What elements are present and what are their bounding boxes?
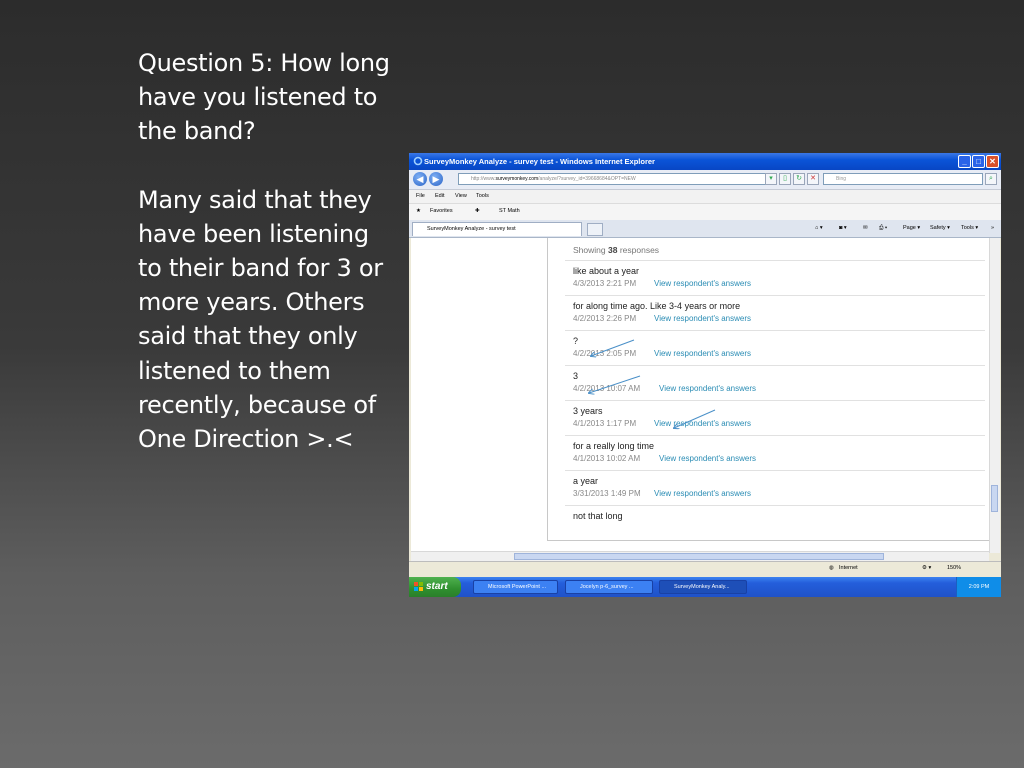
windows-logo-icon xyxy=(414,582,423,591)
view-answers-link[interactable]: View respondent's answers xyxy=(654,279,751,288)
dropdown-icon[interactable]: ▾ xyxy=(765,173,777,185)
print-icon[interactable]: ⎙ ▾ xyxy=(879,225,888,231)
search-icon[interactable]: ⌕ xyxy=(985,173,997,185)
response-date: 4/1/2013 10:02 AM xyxy=(573,454,641,463)
taskbar xyxy=(409,577,1001,597)
star-icon: ★ xyxy=(416,208,421,214)
favorites-button[interactable]: Favorites xyxy=(430,208,453,214)
response-answer: not that long xyxy=(573,511,623,521)
url-field[interactable] xyxy=(458,173,776,185)
menu-bar xyxy=(409,190,1001,203)
response-date: 4/2/2013 10:07 AM xyxy=(573,384,641,393)
url-prefix: http://www. xyxy=(471,176,496,182)
back-button[interactable]: ◀ xyxy=(413,172,427,186)
taskbar-document[interactable]: Jocelyn p-6_survey ... xyxy=(565,580,653,594)
browser-screenshot xyxy=(409,153,1001,597)
fav-link-st-math[interactable]: ST Math xyxy=(499,208,520,214)
responses-label: responses xyxy=(619,245,660,255)
view-answers-link[interactable]: View respondent's answers xyxy=(659,454,756,463)
url-suffix: /analyze/?survey_id=39668684&OPT=NEW xyxy=(538,176,636,182)
favorites-bar xyxy=(409,203,1001,221)
scroll-thumb[interactable] xyxy=(991,485,998,512)
view-answers-link[interactable]: View respondent's answers xyxy=(654,349,751,358)
response-answer: 3 years xyxy=(573,406,603,416)
maximize-button[interactable]: □ xyxy=(972,155,985,168)
response-date: 4/2/2013 2:26 PM xyxy=(573,314,637,323)
response-answer: like about a year xyxy=(573,266,640,276)
feeds-icon[interactable]: ◙ ▾ xyxy=(839,225,847,231)
menu-view[interactable]: View xyxy=(455,193,467,199)
status-zone: Internet xyxy=(839,565,858,571)
start-label: start xyxy=(426,581,448,592)
minimize-button[interactable]: _ xyxy=(958,155,971,168)
response-date: 4/1/2013 1:17 PM xyxy=(573,419,637,428)
stop-icon[interactable]: ✕ xyxy=(807,173,819,185)
window-title: SurveyMonkey Analyze - survey test - Windows Internet Explorer xyxy=(424,157,655,166)
tab-bar xyxy=(409,220,1001,238)
view-answers-link[interactable]: View respondent's answers xyxy=(659,384,756,393)
status-bar xyxy=(409,561,1001,576)
menu-file[interactable]: File xyxy=(416,193,425,199)
search-input[interactable]: Bing xyxy=(823,173,983,185)
mail-icon[interactable]: ✉ xyxy=(863,225,868,231)
page-content xyxy=(411,238,989,553)
view-answers-link[interactable]: View respondent's answers xyxy=(654,314,751,323)
annotation-arrows xyxy=(548,238,990,540)
zoom-level[interactable]: 150% xyxy=(947,565,962,571)
hscroll-thumb[interactable] xyxy=(514,553,884,560)
clock: 2:09 PM xyxy=(956,577,1001,597)
view-answers-link[interactable]: View respondent's answers xyxy=(654,419,751,428)
close-button[interactable]: ✕ xyxy=(986,155,999,168)
response-date: 4/3/2013 2:21 PM xyxy=(573,279,637,288)
safety-menu[interactable]: Safety ▾ xyxy=(930,225,950,231)
showing-label: Showing xyxy=(573,245,606,255)
internet-explorer-icon xyxy=(413,156,423,166)
refresh-icon[interactable]: ↻ xyxy=(793,173,805,185)
response-answer: for along time ago. Like 3-4 years or more xyxy=(573,301,741,311)
response-answer: ? xyxy=(573,336,579,346)
add-favorite-icon[interactable]: ✚ xyxy=(475,208,480,214)
new-tab-button[interactable] xyxy=(587,223,603,236)
response-date: 4/2/2013 2:05 PM xyxy=(573,349,637,358)
address-bar xyxy=(409,170,1001,190)
arrow-1 xyxy=(591,340,634,356)
tab-surveymonkey[interactable]: SurveyMonkey Analyze - survey test xyxy=(412,222,582,236)
compatibility-icon[interactable]: ▯ xyxy=(779,173,791,185)
taskbar-powerpoint[interactable]: Microsoft PowerPoint ... xyxy=(473,580,558,594)
response-total: 38 xyxy=(607,245,618,255)
arrow-3 xyxy=(674,410,715,428)
response-answer: 3 xyxy=(573,371,579,381)
view-answers-link[interactable]: View respondent's answers xyxy=(654,489,751,498)
menu-edit[interactable]: Edit xyxy=(435,193,445,199)
arrow-2 xyxy=(589,376,640,393)
taskbar-ie[interactable]: SurveyMonkey Analy... xyxy=(659,580,747,594)
home-icon[interactable]: ⌂ ▾ xyxy=(815,225,823,231)
chevron-right-icon[interactable]: » xyxy=(991,225,995,231)
response-answer: a year xyxy=(573,476,599,486)
responses-panel xyxy=(547,238,990,541)
url-domain: surveymonkey.com xyxy=(495,176,539,182)
globe-icon: ◍ xyxy=(829,565,834,571)
menu-tools[interactable]: Tools xyxy=(476,193,489,199)
question-text: Question 5: How long have you listened to the band? xyxy=(138,49,390,146)
tools-menu[interactable]: Tools ▾ xyxy=(961,225,979,231)
window-titlebar[interactable] xyxy=(409,153,1001,170)
answer-summary: Many said that they have been listening to their band for 3 or more years. Others said that they only listened to them recently, because of One Direction >.< xyxy=(138,185,383,454)
start-button[interactable] xyxy=(409,577,461,597)
page-menu[interactable]: Page ▾ xyxy=(903,225,921,231)
response-answer: for a really long time xyxy=(573,441,655,451)
protected-mode-icon[interactable]: ⚙ ▾ xyxy=(922,565,932,571)
slide-text xyxy=(138,46,398,456)
forward-button[interactable]: ▶ xyxy=(429,172,443,186)
response-date: 3/31/2013 1:49 PM xyxy=(573,489,641,498)
vertical-scrollbar[interactable] xyxy=(989,238,1000,553)
